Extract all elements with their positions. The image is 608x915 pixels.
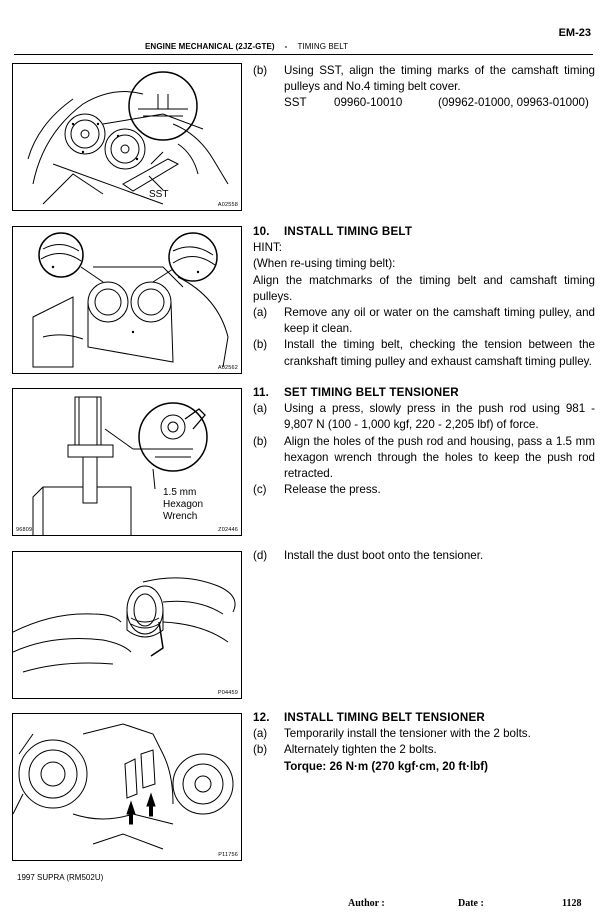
- step-text: Remove any oil or water on the camshaft timing pulley, and keep it clean.: [284, 306, 595, 336]
- step-b: [253, 742, 595, 774]
- step-a: [253, 305, 595, 337]
- header-rule: [14, 54, 593, 55]
- step-text: Temporarily install the tensioner with the 2 bolts.: [284, 727, 531, 741]
- figure-code: P04459: [217, 690, 238, 696]
- step-text: Install the timing belt, checking the tension between the crankshaft timing pulley and exhaust camshaft timing pulley.: [284, 338, 595, 368]
- step-number: 10.: [253, 225, 270, 238]
- figure-label-line: 1.5 mm: [163, 487, 197, 498]
- step-body: Using SST, align the timing marks of the camshaft timing pulleys and No.4 timing belt cover.: [284, 64, 595, 94]
- figure-tensioner-install: [12, 713, 242, 861]
- camshaft-alignment-illustration: [13, 64, 241, 210]
- footer-author: Author :: [348, 898, 385, 909]
- figure-tensioner-press: [12, 388, 242, 536]
- step-heading: [253, 224, 595, 240]
- figure-camshaft-alignment: [12, 63, 242, 211]
- dust-boot-illustration: [13, 552, 241, 698]
- hint-text: Align the matchmarks of the timing belt and camshaft timing pulleys.: [253, 273, 595, 303]
- chapter-title: ENGINE MECHANICAL (2JZ-GTE): [145, 42, 275, 51]
- footer-meta: [348, 898, 581, 909]
- text-block-align-marks: [253, 63, 595, 112]
- sst-line: [284, 95, 595, 111]
- step-body: Alternately tighten the 2 bolts.: [284, 743, 437, 757]
- step-title: INSTALL TIMING BELT: [284, 225, 413, 238]
- figure-code: P11756: [218, 852, 238, 858]
- figure-label-wrench: [163, 487, 203, 523]
- step-key: (a): [253, 727, 268, 741]
- figure-timing-belt: [12, 226, 242, 374]
- sst-parts: (09962-01000, 09963-01000): [438, 96, 589, 110]
- step-number: 11.: [253, 386, 270, 399]
- step-heading: [253, 710, 595, 726]
- step-heading: [253, 385, 595, 401]
- text-block-install-timing-belt: [253, 224, 595, 370]
- step-a: [253, 401, 595, 433]
- figure-code-left: 96809: [16, 527, 33, 533]
- footer-date: Date :: [458, 898, 484, 909]
- step-key: (a): [253, 402, 268, 416]
- step-key: (d): [253, 549, 268, 562]
- section-title: TIMING BELT: [297, 42, 349, 51]
- footer-page-number: 1128: [562, 898, 582, 909]
- step-b: [253, 63, 595, 112]
- figure-label-line: Hexagon: [163, 499, 204, 510]
- step-d: [253, 548, 595, 564]
- sst-label: SST: [284, 96, 307, 110]
- step-title: INSTALL TIMING BELT TENSIONER: [284, 711, 485, 724]
- step-a: [253, 726, 595, 742]
- figure-dust-boot: [12, 551, 242, 699]
- step-text: [284, 742, 595, 774]
- step-key: (a): [253, 306, 268, 320]
- step-text: Install the dust boot onto the tensioner.: [284, 549, 484, 562]
- step-key: (c): [253, 483, 267, 497]
- figure-code: A02558: [217, 202, 238, 208]
- tensioner-install-illustration: [13, 714, 241, 860]
- page-label: EM-23: [558, 27, 591, 39]
- step-key: (b): [253, 64, 268, 77]
- step-b: [253, 337, 595, 369]
- step-key: (b): [253, 338, 268, 352]
- header-separator: -: [284, 42, 288, 51]
- text-block-install-tensioner: [253, 710, 595, 775]
- step-title: SET TIMING BELT TENSIONER: [284, 386, 459, 399]
- step-c: [253, 482, 595, 498]
- step-text: Release the press.: [284, 483, 381, 497]
- step-text: Using a press, slowly press in the push rod using 981 - 9,807 N (100 - 1,000 kgf, 220 - 2,205 lbf) of force.: [284, 402, 595, 432]
- text-block-set-tensioner: [253, 385, 595, 498]
- footer-model: 1997 SUPRA (RM502U): [17, 873, 104, 882]
- step-text: Align the holes of the push rod and housing, pass a 1.5 mm hexagon wrench through the holes to keep the push rod retracted.: [284, 434, 595, 481]
- hint-line: (When re-using timing belt):: [253, 257, 396, 271]
- step-number: 12.: [253, 711, 270, 724]
- text-block-dust-boot: [253, 548, 595, 564]
- timing-belt-illustration: [13, 227, 241, 373]
- figure-code: Z02446: [218, 527, 238, 533]
- figure-label-sst: SST: [149, 189, 169, 200]
- step-text: [284, 63, 595, 112]
- step-key: (b): [253, 743, 268, 757]
- sst-number: 09960-10010: [334, 96, 403, 110]
- torque-spec: Torque: 26 N·m (270 kgf·cm, 20 ft·lbf): [284, 759, 488, 773]
- step-key: (b): [253, 434, 268, 448]
- hint-label: HINT:: [253, 241, 282, 255]
- figure-code: A02562: [217, 365, 238, 371]
- tensioner-press-illustration: [13, 389, 241, 535]
- running-header: [145, 42, 348, 51]
- step-b: [253, 434, 595, 483]
- figure-label-line: Wrench: [163, 511, 198, 522]
